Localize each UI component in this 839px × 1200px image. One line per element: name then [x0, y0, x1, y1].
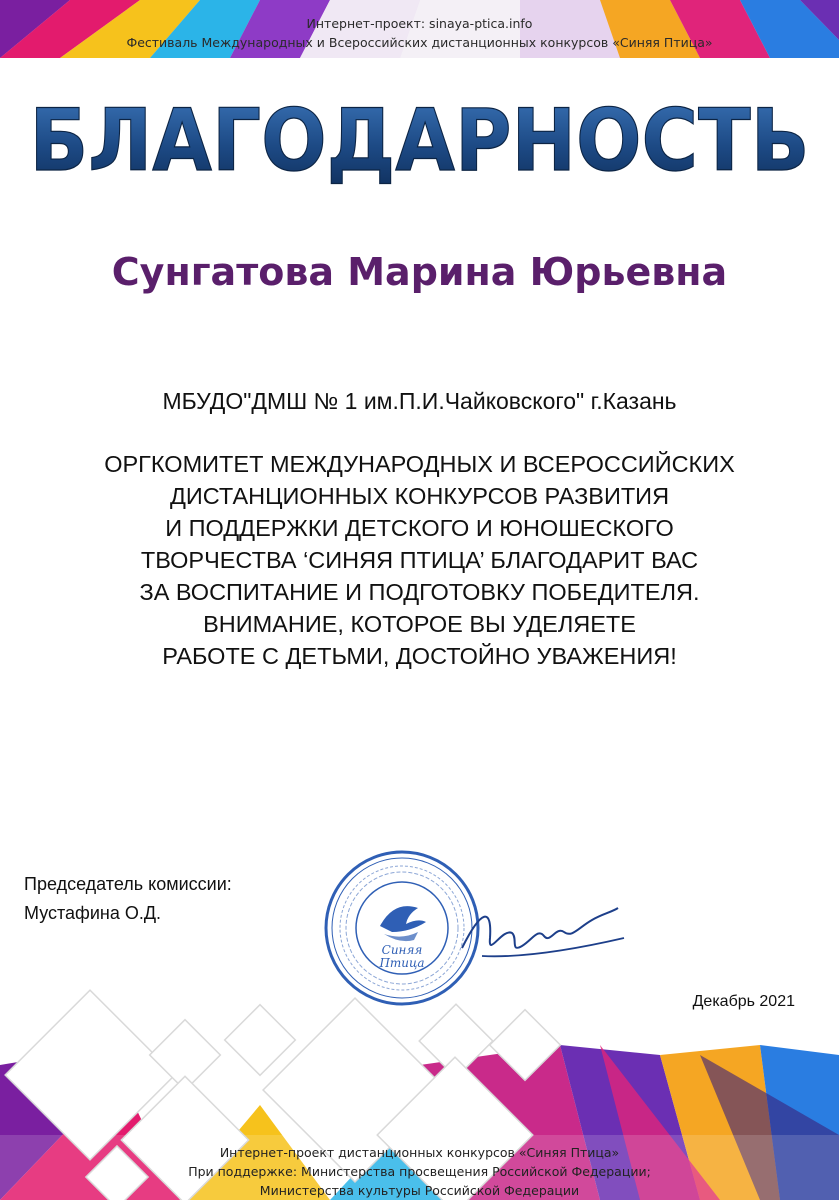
chairman-name: Мустафина О.Д. — [24, 903, 162, 923]
footer-line-1: Интернет-проект дистанционных конкурсов «Синяя Птица» — [219, 1145, 620, 1160]
signature-art — [452, 898, 632, 978]
recipient-name: Сунгатова Марина Юрьевна — [111, 250, 728, 294]
school-name: МБУДО"ДМШ № 1 им.П.И.Чайковского" г.Казань — [162, 388, 677, 414]
footer-line-3: Министерства культуры Российской Федерации — [259, 1183, 580, 1198]
message-line: ТВОРЧЕСТВА ‘СИНЯЯ ПТИЦА’ БЛАГОДАРИТ ВАС — [140, 547, 699, 573]
header-line-2: Фестиваль Международных и Всероссийских дистанционных конкурсов «Синяя Птица» — [126, 35, 713, 50]
issue-date: Декабрь 2021 — [692, 993, 795, 1010]
top-banner — [0, 0, 839, 58]
gratitude-message — [20, 448, 819, 672]
handwritten-signature — [452, 898, 632, 978]
svg-text:Синяя: Синяя — [381, 943, 423, 957]
header-line-1: Интернет-проект: sinaya-ptica.info — [306, 16, 533, 31]
message-line: РАБОТЕ С ДЕТЬМИ, ДОСТОЙНО УВАЖЕНИЯ! — [162, 643, 677, 669]
message-line: ЗА ВОСПИТАНИЕ И ПОДГОТОВКУ ПОБЕДИТЕЛЯ. — [139, 579, 700, 605]
message-line: ОРГКОМИТЕТ МЕЖДУНАРОДНЫХ И ВСЕРОССИЙСКИХ — [104, 451, 735, 477]
title-art — [0, 84, 839, 194]
message-line: ВНИМАНИЕ, КОТОРОЕ ВЫ УДЕЛЯЕТЕ — [203, 611, 636, 637]
certificate-title — [0, 84, 839, 194]
title-text: БЛАГОДАРНОСТЬ — [29, 91, 810, 191]
svg-text:Птица: Птица — [379, 956, 425, 970]
footer-line-2: При поддержке: Министерства просвещения Российской Федерации; — [188, 1164, 651, 1179]
message-line: И ПОДДЕРЖКИ ДЕТСКОГО И ЮНОШЕСКОГО — [165, 515, 674, 541]
message-line: ДИСТАНЦИОННЫХ КОНКУРСОВ РАЗВИТИЯ — [169, 483, 670, 509]
chairman-title: Председатель комиссии: — [24, 874, 232, 894]
